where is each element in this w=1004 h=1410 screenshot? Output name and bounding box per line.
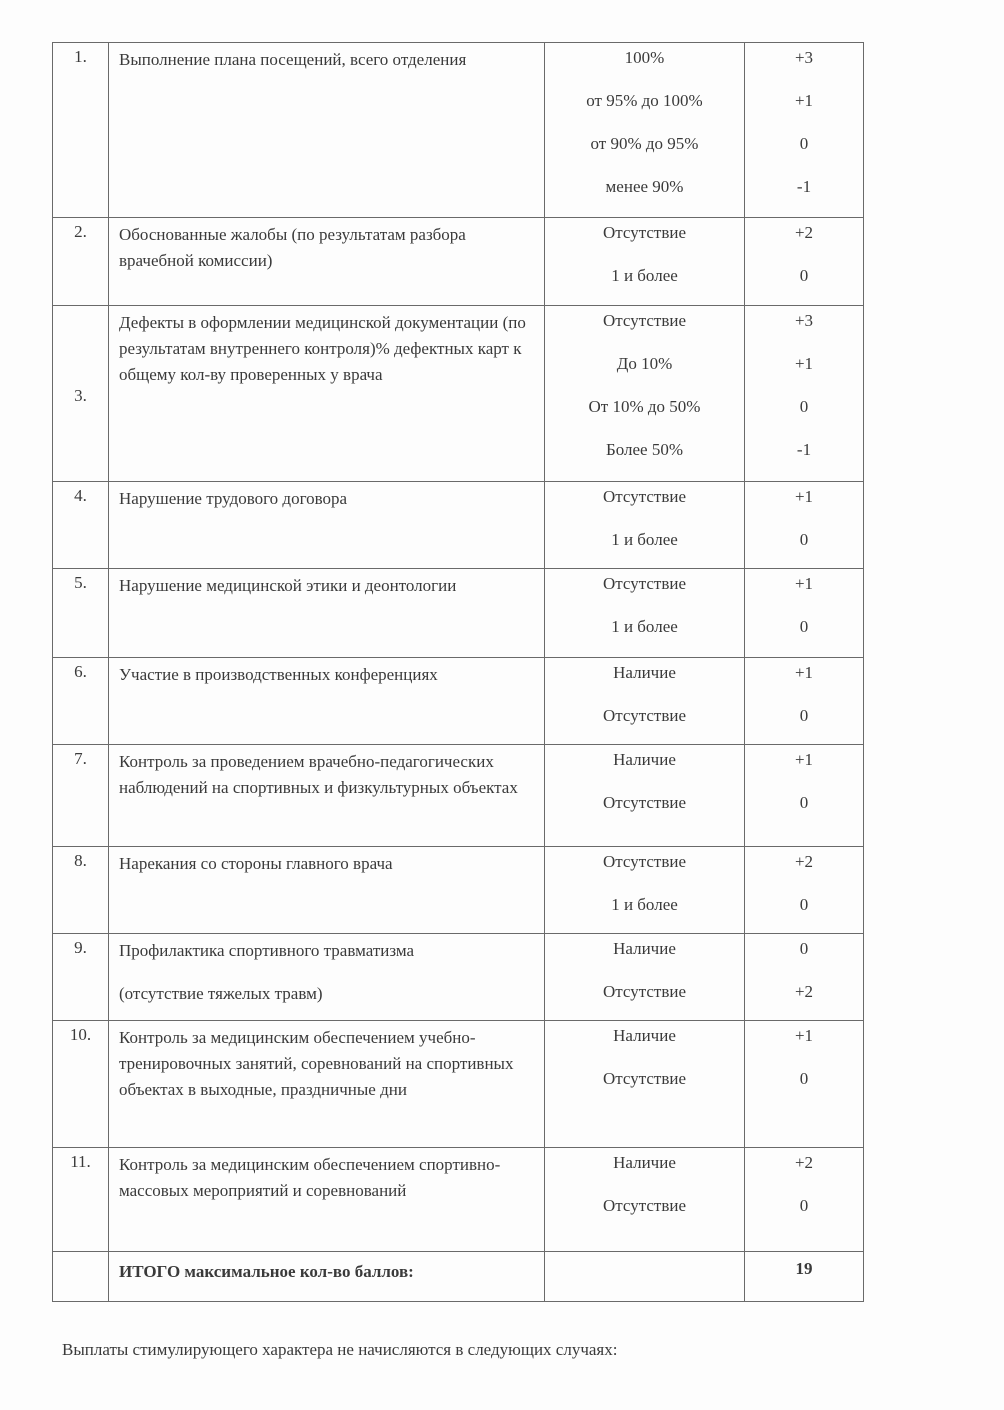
condition-text: Отсутствие <box>602 1069 687 1088</box>
row-number: 11. <box>53 1148 109 1252</box>
criterion-text: Контроль за проведением врачебно-педагогических наблюдений на спортивных и физкультурных объектах <box>119 752 518 797</box>
score-value: 0 <box>799 1196 809 1215</box>
condition-text: Отсутствие <box>602 706 687 725</box>
condition-text: от 90% до 95% <box>590 134 699 153</box>
score-value: +3 <box>794 48 814 67</box>
row-number: 8. <box>53 847 109 934</box>
condition-cell <box>545 1021 745 1148</box>
condition-text: 100% <box>624 48 665 67</box>
condition-cell <box>545 1148 745 1252</box>
criterion-cell <box>109 482 545 569</box>
total-number-cell <box>53 1252 109 1302</box>
criterion-text: Профилактика спортивного травматизма <box>119 941 415 960</box>
condition-text: 1 и более <box>611 617 678 636</box>
criterion-cell <box>109 745 545 847</box>
score-value: +1 <box>794 1026 814 1045</box>
score-cell <box>745 43 864 218</box>
score-cell <box>745 1021 864 1148</box>
condition-text: Отсутствие <box>602 311 687 330</box>
criterion-text: Контроль за медицинским обеспечением спортивно-массовых мероприятий и соревнований <box>119 1155 501 1200</box>
condition-text: Отсутствие <box>602 223 687 242</box>
criterion-text: Нарушение медицинской этики и деонтологии <box>119 576 457 595</box>
criterion-cell <box>109 569 545 658</box>
condition-cell <box>545 847 745 934</box>
row-number: 10. <box>53 1021 109 1148</box>
condition-text: Отсутствие <box>602 852 687 871</box>
score-value: +2 <box>794 223 814 242</box>
row-number: 9. <box>53 934 109 1021</box>
criteria-table <box>52 42 864 1302</box>
score-value: 0 <box>799 266 809 285</box>
condition-text: До 10% <box>616 354 673 373</box>
total-label: ИТОГО максимальное кол-во баллов: <box>109 1252 545 1302</box>
row-number: 6. <box>53 658 109 745</box>
criteria-row <box>53 43 864 218</box>
criteria-row <box>53 218 864 306</box>
total-condition-cell <box>545 1252 745 1302</box>
criterion-extra-text: (отсутствие тяжелых травм) <box>119 984 323 1003</box>
condition-text: 1 и более <box>611 530 678 549</box>
criterion-cell <box>109 934 545 1021</box>
condition-text: Наличие <box>613 1026 676 1045</box>
criterion-text: Контроль за медицинским обеспечением учебно-тренировочных занятий, соревнований на спортивных объектах в выходные, праздничные дни <box>119 1028 514 1099</box>
condition-text: Более 50% <box>605 440 684 459</box>
condition-text: Наличие <box>613 750 676 769</box>
score-cell <box>745 306 864 482</box>
score-value: +2 <box>794 982 814 1001</box>
condition-text: Наличие <box>613 1153 676 1172</box>
condition-text: Наличие <box>613 939 676 958</box>
condition-cell <box>545 218 745 306</box>
criterion-text: Выполнение плана посещений, всего отделения <box>119 50 467 69</box>
condition-cell <box>545 482 745 569</box>
condition-cell <box>545 745 745 847</box>
criterion-cell <box>109 847 545 934</box>
score-value: 0 <box>799 617 809 636</box>
condition-cell <box>545 934 745 1021</box>
score-value: +1 <box>794 91 814 110</box>
row-number: 2. <box>53 218 109 306</box>
criteria-row <box>53 1021 864 1148</box>
condition-text: от 95% до 100% <box>586 91 703 110</box>
score-value: +2 <box>794 1153 814 1172</box>
score-value: +3 <box>794 311 814 330</box>
criterion-text: Нарушение трудового договора <box>119 489 348 508</box>
score-value: 0 <box>799 1069 809 1088</box>
condition-text: Отсутствие <box>602 487 687 506</box>
score-value: 0 <box>799 397 809 416</box>
condition-text: Наличие <box>613 663 676 682</box>
score-value: +1 <box>794 574 814 593</box>
condition-text: Отсутствие <box>602 982 687 1001</box>
score-cell <box>745 482 864 569</box>
row-number: 3. <box>53 306 109 482</box>
condition-cell <box>545 569 745 658</box>
condition-cell <box>545 306 745 482</box>
score-value: -1 <box>796 177 812 196</box>
score-value: 0 <box>799 939 809 958</box>
criteria-row <box>53 658 864 745</box>
criteria-row <box>53 1148 864 1252</box>
criteria-row <box>53 482 864 569</box>
score-cell <box>745 847 864 934</box>
score-value: 0 <box>799 706 809 725</box>
score-value: 0 <box>799 793 809 812</box>
criteria-row <box>53 847 864 934</box>
criterion-text: Дефекты в оформлении медицинской документации (по результатам внутреннего контроля)% дефектных карт к общему кол-ву проверенных у врача <box>119 313 526 384</box>
criterion-cell <box>109 43 545 218</box>
score-value: +1 <box>794 750 814 769</box>
criterion-text: Участие в производственных конференциях <box>119 665 438 684</box>
condition-text: Отсутствие <box>602 1196 687 1215</box>
criteria-row <box>53 306 864 482</box>
footer-note: Выплаты стимулирующего характера не начисляются в следующих случаях: <box>62 1340 618 1359</box>
score-value: +1 <box>794 354 814 373</box>
condition-text: 1 и более <box>611 266 678 285</box>
row-number: 5. <box>53 569 109 658</box>
criterion-text: Нарекания со стороны главного врача <box>119 854 393 873</box>
criterion-cell <box>109 658 545 745</box>
criteria-row <box>53 934 864 1021</box>
score-value: +2 <box>794 852 814 871</box>
score-cell <box>745 658 864 745</box>
criterion-cell <box>109 1021 545 1148</box>
criteria-row <box>53 745 864 847</box>
criterion-cell <box>109 1148 545 1252</box>
score-value: +1 <box>794 663 814 682</box>
criteria-table-body <box>53 43 864 1302</box>
condition-text: Отсутствие <box>602 574 687 593</box>
score-value: 0 <box>799 895 809 914</box>
condition-text: 1 и более <box>611 895 678 914</box>
row-number: 1. <box>53 43 109 218</box>
score-value: -1 <box>796 440 812 459</box>
condition-text: От 10% до 50% <box>588 397 701 416</box>
score-cell <box>745 934 864 1021</box>
score-cell <box>745 569 864 658</box>
criteria-row <box>53 569 864 658</box>
condition-text: Отсутствие <box>602 793 687 812</box>
total-value: 19 <box>745 1252 864 1302</box>
criterion-cell <box>109 218 545 306</box>
row-number: 4. <box>53 482 109 569</box>
criterion-cell <box>109 306 545 482</box>
score-value: +1 <box>794 487 814 506</box>
score-cell <box>745 218 864 306</box>
condition-text: менее 90% <box>605 177 684 196</box>
condition-cell <box>545 43 745 218</box>
score-value: 0 <box>799 134 809 153</box>
criterion-text: Обоснованные жалобы (по результатам разбора врачебной комиссии) <box>119 225 466 270</box>
row-number: 7. <box>53 745 109 847</box>
score-value: 0 <box>799 530 809 549</box>
total-row <box>53 1252 864 1302</box>
score-cell <box>745 1148 864 1252</box>
condition-cell <box>545 658 745 745</box>
score-cell <box>745 745 864 847</box>
